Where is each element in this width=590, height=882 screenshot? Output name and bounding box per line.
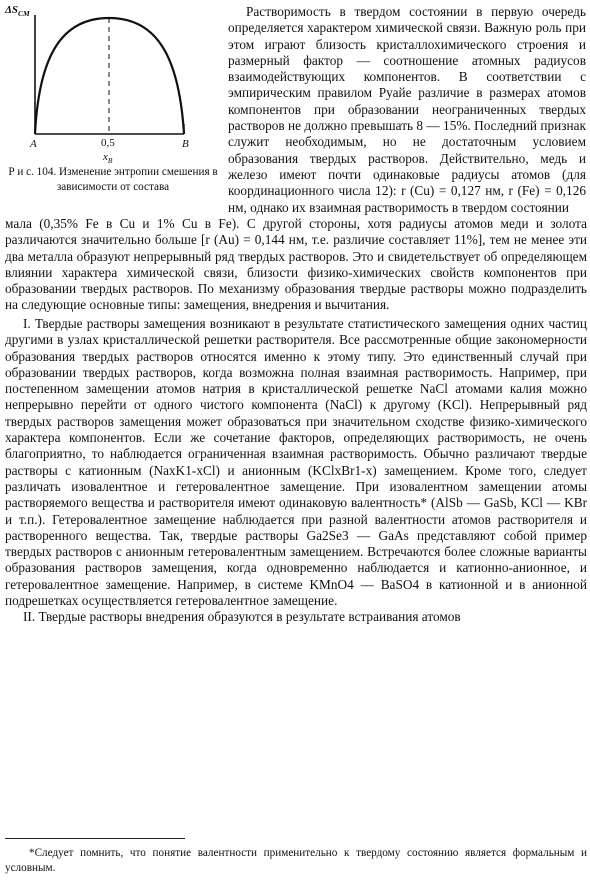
intro-paragraph: Растворимость в твердом состоянии в первую очередь определяется характером химической связи. Важную роль при этом играют близость кристаллохимического строения и размерный фактор — соотношение атомных радиусов взаимодействующих компонентов. В соответствии с эмпирическим правилом Руайе различие в размерах атомов компонентов при образовании неограниченных твердых растворов не должно превышать 8 — 15%. Последний признак служит необходимым, но не достаточным условием образования твердых растворов. Действительно, медь и железо имеют почти одинаковые радиусы атомов (для координационного числа 12): r (Cu) = 0,127 нм, r (Fe) = 0,126 нм, однако их взаимная растворимость в твердом состоянии (228, 4, 586, 215)
footnote-rule (5, 838, 185, 839)
section-substitution (5, 316, 587, 626)
figure-caption: Р и с. 104. Изменение энтропии смешения в зависимости от состава (8, 166, 218, 193)
mid-tick-label: 0,5 (101, 137, 115, 149)
section-2-paragraph: II. Твердые растворы внедрения образуются в результате встраивания атомов (23, 609, 461, 625)
intro-continued-wrap (5, 216, 587, 314)
entropy-curve-plot (2, 0, 224, 165)
intro-paragraph-continued: мала (0,35% Fe в Cu и 1% Cu в Fe). С другой стороны, хотя радиусы атомов меди и золота различаются значительно больше [r (Au) = 0,144 нм, т.е. различие составляет 11%], тем не менее эти два металла образуют непрерывный ряд твердых растворов. Это и свидетельствует об определяющем влиянии характера химической связи, близости физико-химических свойств компонентов при образовании твердых растворов. По механизму образования твердые растворы можно подразделить на следующие основные типы: замещения, внедрения и вычитания. (5, 216, 587, 313)
entropy-figure (2, 0, 222, 212)
label-a: A (30, 138, 37, 150)
x-axis-label: $x_B$ (103, 151, 113, 165)
section-1-paragraph: I. Твердые растворы замещения возникают в результате статистического замещения одних частиц другими в узлах кристаллической решетки растворителя. Все рассмотренные общие закономерности образования твердых растворов относятся именно к этому типу. Это единственный случай при образовании твердых растворов, когда возможна полная взаимная растворимость. Например, при постепенном замещении атомов натрия в кристаллической решетке NaCl атомами калия можно непрерывно перейти от одного чистого компонента (NaCl) к другому (KCl). Непрерывный ряд твердых растворов замещения может образоваться при значительном сходстве физико-химического характера компонентов. Если же сочетание факторов, определяющих растворимость, не очень благоприятно, то наблюдается ограниченная взаимная растворимость. Обычно различают твердые растворы с катионным (NaxK1-xCl) и анионным (KClxBr1-x) замещением. Кроме того, следует различать изовалентное и гетеровалентное замещение. При изовалентном замещении атомы растворяемого вещества и растворителя имеют одинаковую валентность* (AlSb — GaSb, KCl — KBr и т.п.). Гетеровалентное замещение наблюдается при разной валентности атомов растворителя и растворенного вещества. Так, твердые растворы Ga2Se3 — GaAs представляют собой пример твердых растворов с анионным гетеровалентным замещением. Встречаются более сложные варианты образования растворов замещения, когда одновременно наблюдается и катионно-анионное, и гетеровалентное замещение. Например, в системе KMnO4 — BaSO4 в катионной и в анионной подрешетках осуществляется гетеровалентное замещение. (5, 316, 587, 609)
label-b: B (182, 138, 189, 150)
intro-paragraph-wrap (228, 4, 586, 216)
y-axis-label: $\Delta S_{СМ}$ (5, 4, 30, 18)
footnote: *Следует помнить, что понятие валентности применительно к твердому состоянию является формальным и условным. (5, 847, 587, 874)
